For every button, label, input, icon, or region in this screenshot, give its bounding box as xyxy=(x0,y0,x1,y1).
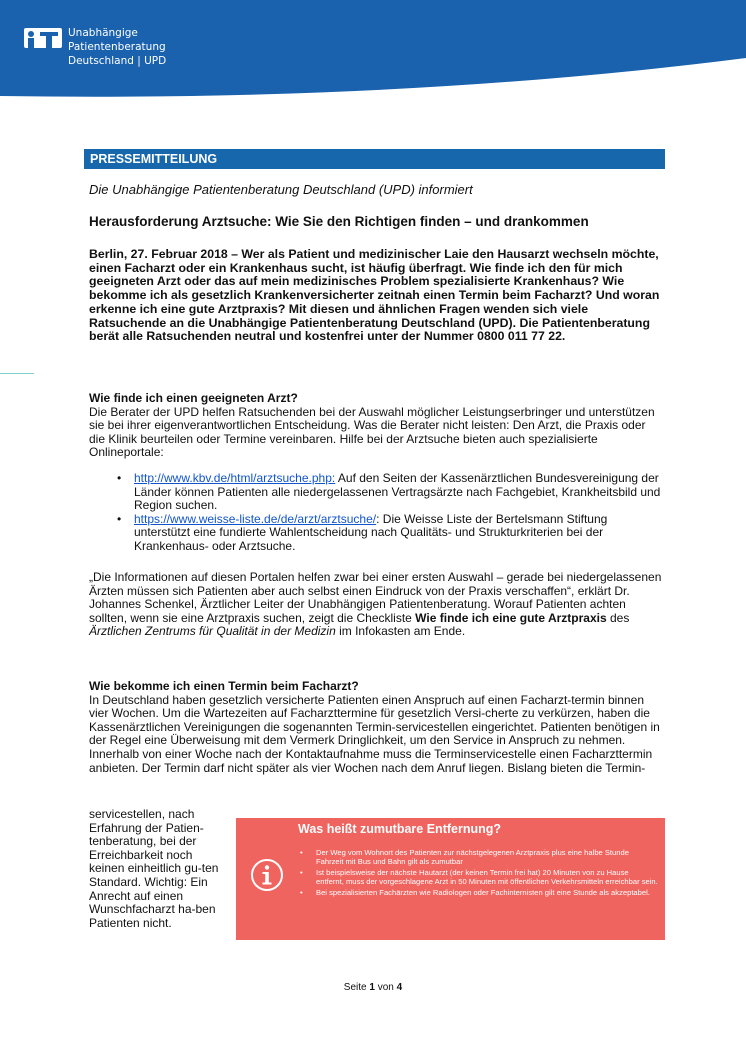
section-body: Die Berater der UPD helfen Ratsuchenden bei der Auswahl möglicher Leistungserbringer und unterstützen sie bei ihrer eigenverantwortlichen Entscheidung. Was die Berater nicht leisten: Den Arzt, die Praxis oder die Klinik beurteilen oder Termine vereinbaren. Hilfe bei der Arztsuche bieten auch spezialisierte Onlineportale: xyxy=(89,404,655,460)
link-description: : Die Weisse Liste der Bertelsmann Stiftung unterstützt eine fundierte Wahlentscheidung nach Qualitäts- und Strukturkriterien bei der Krankenhaus- oder Arztsuche. xyxy=(134,511,608,553)
section-heading: Wie bekomme ich einen Termin beim Facharzt? xyxy=(89,679,359,693)
page-total: 4 xyxy=(396,982,403,993)
checklist-title: Wie finde ich eine gute Arztpraxis xyxy=(415,610,607,625)
section-1 xyxy=(89,392,664,460)
upd-logo-icon xyxy=(24,24,62,48)
section-body-narrow: servicestellen, nach Erfahrung der Patien-tenberatung, bei der Erreichbarkeit noch keinen einheitlich gu-ten Standard. Wichtig: Ein Anrecht auf einen Wunschfacharzt ha-ben Patienten nicht. xyxy=(89,807,219,930)
logo-wordmark xyxy=(68,26,166,68)
lead-paragraph: Berlin, 27. Februar 2018 – Wer als Patient und medizinischer Laie den Hausarzt wechseln möchte, einen Facharzt oder ein Krankenhaus sucht, ist häufig überfragt. Wie finde ich den für mich geeigneten Arzt oder das auf mein medizinisches Problem spezialisierte Krankenhaus? Wie bekomme ich als gesetzlich Krankenversicherter zeitnah einen Termin beim Facharzt? Und woran erkenne ich eine gute Arztpraxis? Mit diesen und ähnlichen Fragen wenden sich viele Ratsuchende an die Unabhängige Patientenberatung Deutschland (UPD). Die Patientenberatung berät alle Ratsuchenden neutral und kostenfrei unter der Nummer 0800 011 77 22. xyxy=(89,247,660,344)
link-description: Auf den Seiten der Kassenärztlichen Bundesvereinigung der Länder können Patienten alle niedergelassenen Vertragsärzte nach Fachgebiet, Krankheitsbild und Region suchen. xyxy=(134,471,661,513)
info-box-list xyxy=(298,848,658,898)
quote-text: „Die Informationen auf diesen Portalen helfen zwar bei einer ersten Auswahl – gerade bei niedergelassenen Ärzten müssen sich Patienten aber auch selbst einen Eindruck von der Praxis verschaffen“, erklärt Dr. Johannes Schenkel, Ärztlicher Leiter der Unabhängigen Patientenberatung. Worauf Patienten achten sollten, wenn sie eine Arztpraxis suchen, zeigt die Checkliste xyxy=(89,570,662,625)
kbv-link[interactable]: http://www.kbv.de/html/arztsuche.php: xyxy=(134,471,336,485)
section-2 xyxy=(89,680,664,775)
quote-text: des xyxy=(606,610,630,625)
portal-list xyxy=(89,472,664,554)
section-heading: Wie finde ich einen geeigneten Arzt? xyxy=(89,391,298,405)
institution-name: Ärztlichen Zentrums für Qualität in der Medizin xyxy=(89,624,336,639)
info-box xyxy=(236,818,665,940)
logo-line: Deutschland | UPD xyxy=(68,55,167,67)
margin-mark xyxy=(0,373,34,374)
section-body: In Deutschland haben gesetzlich versicherte Patienten einen Anspruch auf einen Facharzt-termin binnen vier Wochen. Um die Wartezeiten auf Facharzttermine für gesetzlich Versi-cherte zu verkürzen, haben die Kassenärztlichen Vereinigungen die sogenannten Termin-servicestellen eingerichtet. Patienten benötigen in der Regel eine Überweisung mit dem Vermerk Dringlichkeit, um den Service in Anspruch zu nehmen. Innerhalb von einer Woche nach der Kontaktaufnahme muss die Terminservicestelle einen Facharzttermin anbieten. Der Termin darf nicht später als vier Wochen nach dem Anruf liegen. Bislang bieten die Termin- xyxy=(89,692,660,775)
subtitle: Die Unabhängige Patientenberatung Deutschland (UPD) informiert xyxy=(89,182,473,197)
press-release-bar: PRESSEMITTEILUNG xyxy=(84,149,665,169)
info-icon xyxy=(250,858,284,892)
quote-paragraph xyxy=(89,571,664,639)
list-item xyxy=(89,472,664,513)
quote-text: im Infokasten am Ende. xyxy=(335,624,466,639)
page-number: 1 xyxy=(369,982,375,993)
info-box-title: Was heißt zumutbare Entfernung? xyxy=(298,822,502,836)
page-footer xyxy=(0,982,746,993)
logo-line: Patientenberatung xyxy=(68,41,166,53)
info-box-item: • Bei spezialisierten Fachärzten wie Radiologen oder Fachinternisten gilt eine Stunde als akzeptabel. xyxy=(298,888,658,897)
page-title: Herausforderung Arztsuche: Wie Sie den Richtigen finden – und drankommen xyxy=(89,214,589,229)
weisse-liste-link[interactable]: https://www.weisse-liste.de/de/arzt/arztsuche/ xyxy=(134,511,377,526)
info-box-item: • Ist beispielsweise der nächste Hautarzt (der keinen Termin frei hat) 20 Minuten von zu Hause entfernt, muss der vorgeschlagene Arzt in 50 Minuten mit öffentlichen Verkehrsmitteln erreichbar sein. xyxy=(298,868,658,887)
list-item xyxy=(89,513,664,554)
footer-text: von xyxy=(374,982,397,993)
footer-text: Seite xyxy=(343,982,370,993)
info-box-item: • Der Weg vom Wohnort des Patienten zur nächstgelegenen Arztpraxis plus eine halbe Stunde Fahrzeit mit Bus und Bahn gilt als zumutbar xyxy=(298,848,658,867)
logo-line: Unabhängige xyxy=(68,27,138,39)
